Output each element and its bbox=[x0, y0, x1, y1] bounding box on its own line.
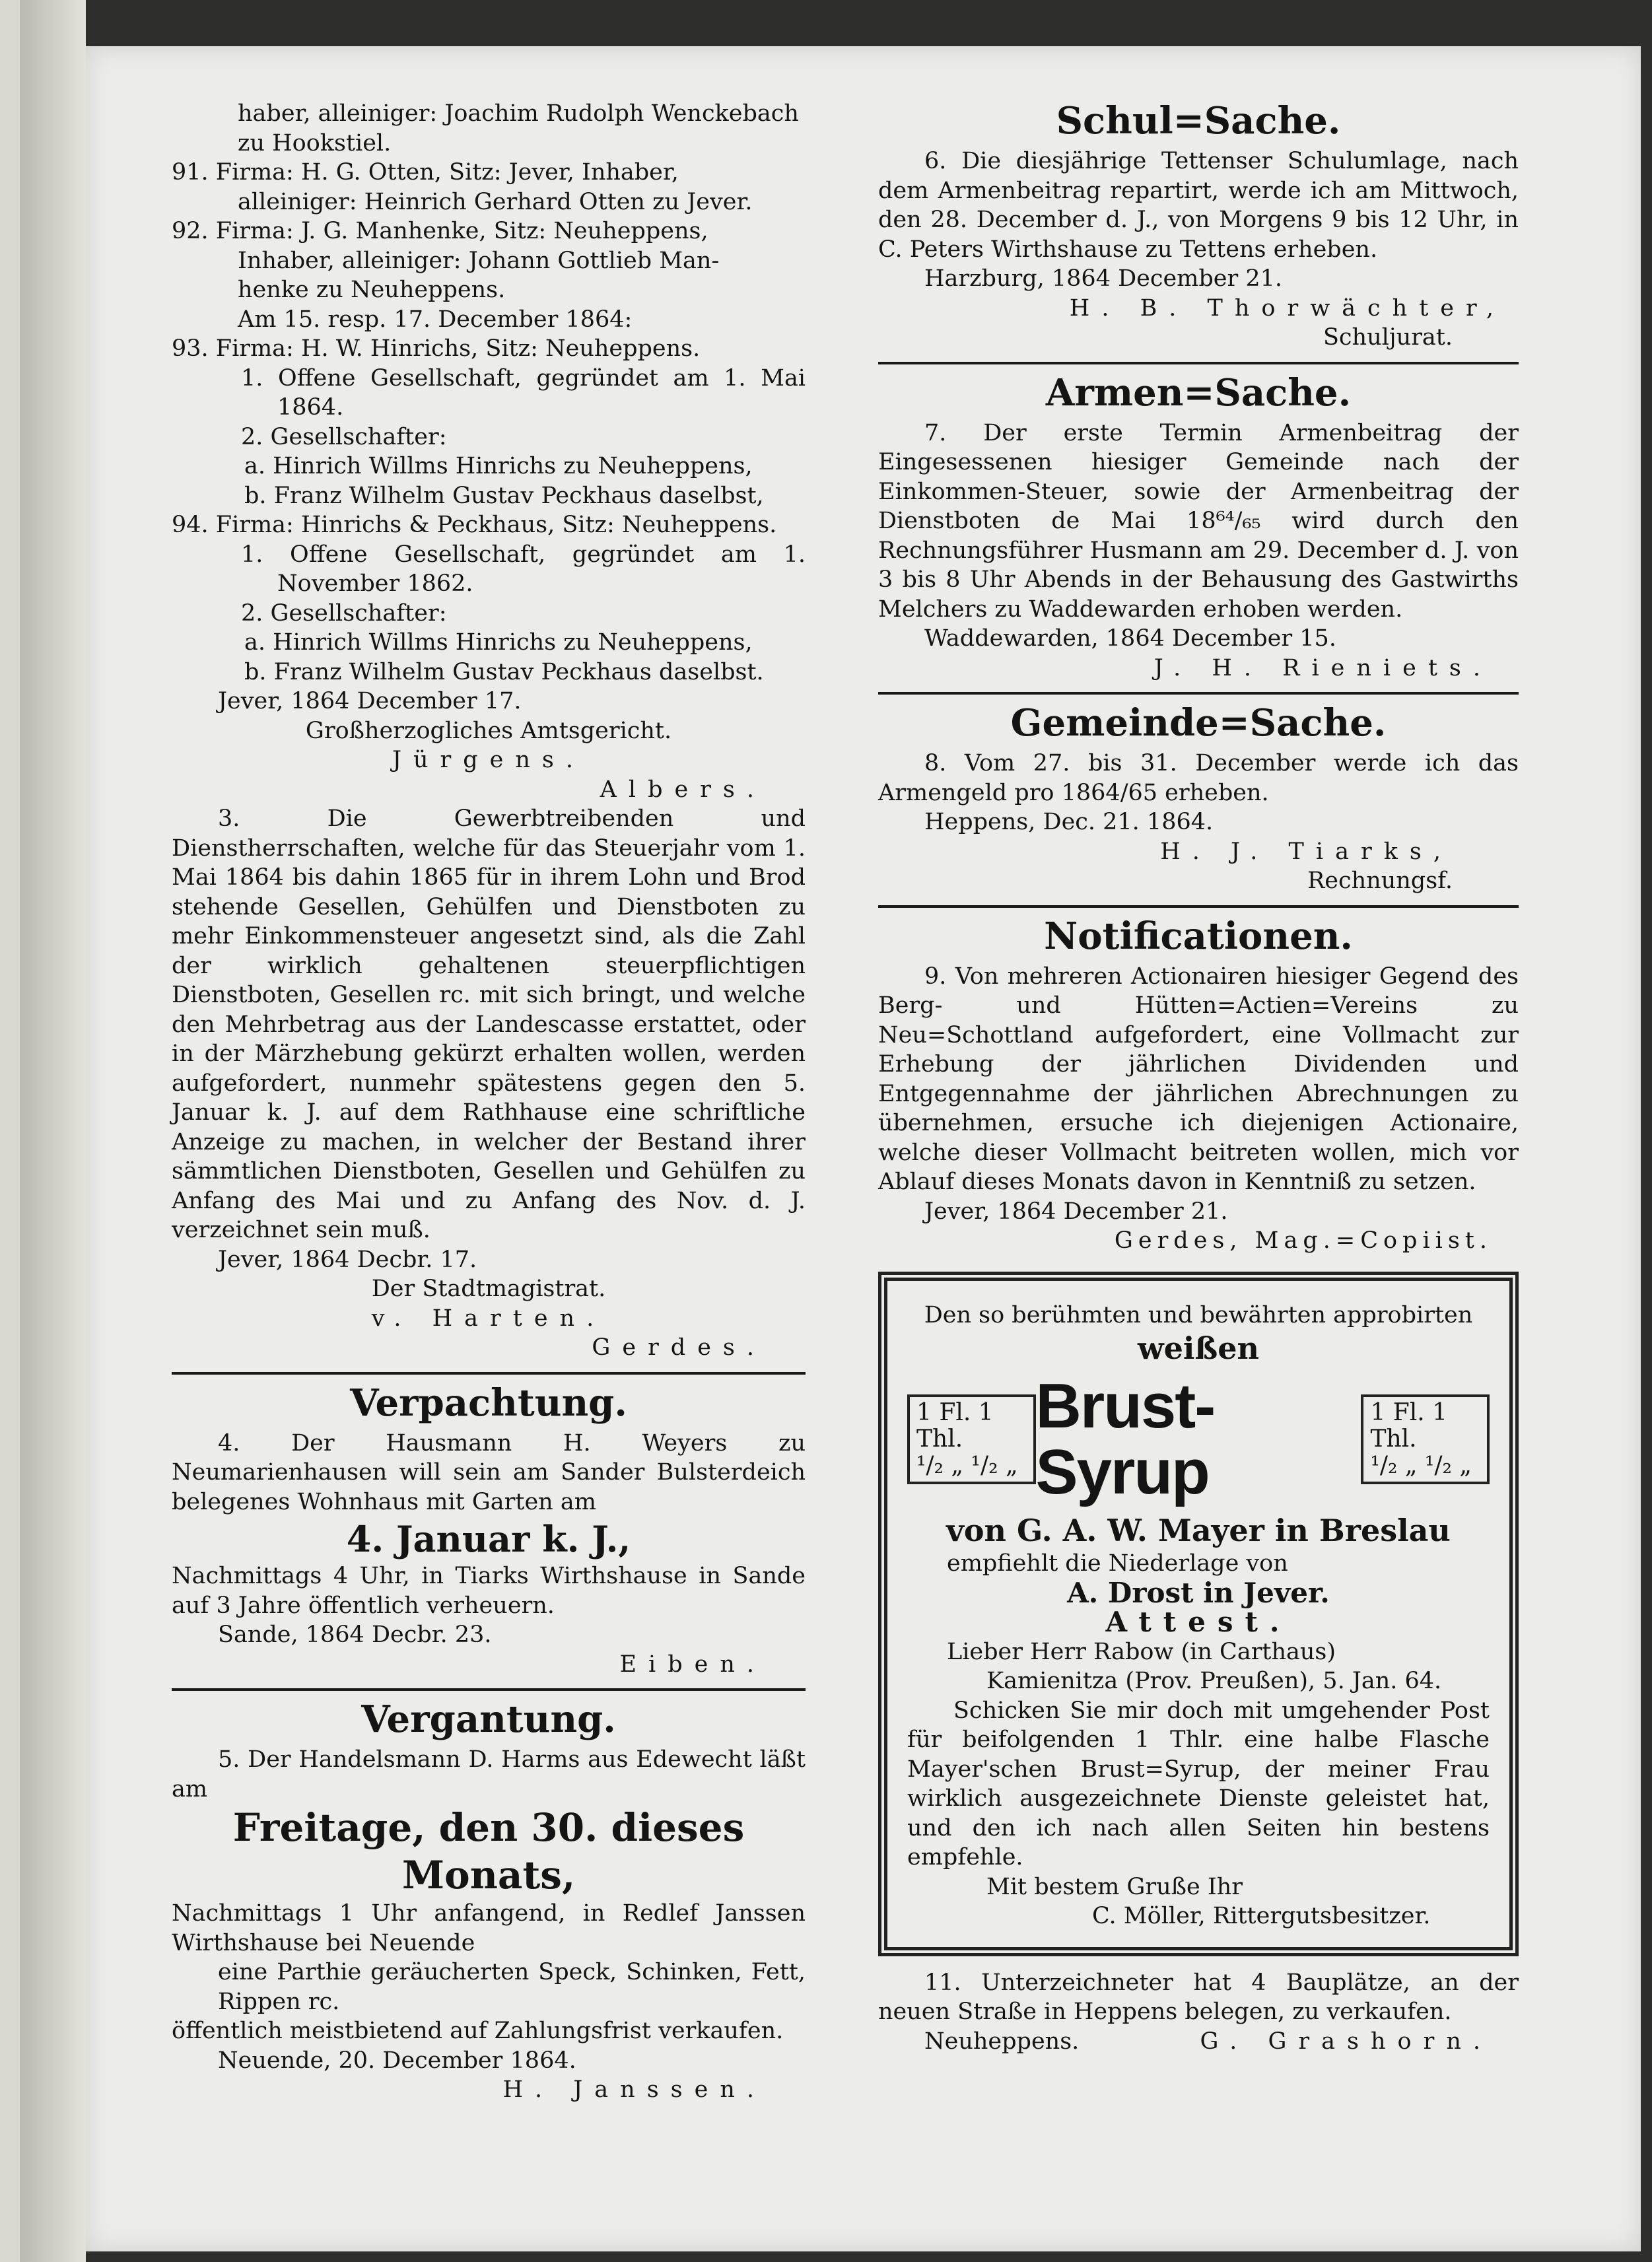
book-spine-edge bbox=[0, 0, 20, 2262]
price-line: ¹/₂ „ ¹/₂ „ bbox=[1370, 1452, 1472, 1479]
dateline: Jever, 1864 Decbr. 17. bbox=[218, 1246, 477, 1273]
brust-syrup-advertisement bbox=[878, 1272, 1519, 1956]
section-heading-gemeinde-sache: Gemeinde=Sache. bbox=[1010, 701, 1387, 745]
notice-3: 3. Die Gewerbtreibenden und Dienstherrschaften, welche für das Steuerjahr vom 1. Mai 1864 bis dahin 1865 für in ihrem Lohn und Brod stehende Gesellen, Gehülfen und Dienstboten zu mehr Einkommensteuer angesetzt sind, als die Zahl der wirklich gehaltenen steuerpflichtigen Dienstboten, Gesellen rc. mit sich bringt, und welche den Mehrbetrag aus der Landescasse erstattet, oder in der Märzhebung gekürzt erhalten wollen, werden aufgefordert, nunmehr spätestens gegen den 5. Januar k. J. auf dem Rathhause eine schriftliche Anzeige zu machen, in welcher der Bestand ihrer sämmtlichen Dienstboten, Gesellen und Gehülfen zu Anfang des Mai und zu Anfang des Nov. d. J. verzeichnet sein muß. bbox=[172, 805, 806, 1243]
right-column bbox=[878, 99, 1519, 2056]
ad-line: Mit bestem Gruße Ihr bbox=[986, 1873, 1243, 1900]
text-line: zu Hookstiel. bbox=[238, 129, 392, 156]
text-line: b. Franz Wilhelm Gustav Peckhaus daselbst. bbox=[244, 658, 764, 685]
signature: H. Janssen. bbox=[502, 2076, 766, 2103]
ad-product-row bbox=[907, 1373, 1490, 1505]
authority: Der Stadtmagistrat. bbox=[371, 1276, 606, 1302]
section-heading-armen-sache: Armen=Sache. bbox=[1045, 370, 1352, 415]
section-heading-verpachtung: Verpachtung. bbox=[350, 1381, 627, 1425]
signature: G. Grashorn. bbox=[1200, 2028, 1492, 2055]
signature: Eiben. bbox=[619, 1651, 766, 1678]
entry-91: 91. Firma: H. G. Otten, Sitz: Jever, Inhaber, bbox=[172, 159, 679, 186]
signature: H. J. Tiarks, bbox=[1160, 838, 1453, 865]
ad-line: Lieber Herr Rabow (in Carthaus) bbox=[947, 1638, 1336, 1665]
section-divider bbox=[878, 692, 1519, 695]
price-box-right bbox=[1361, 1394, 1490, 1484]
section-heading-vergantung: Vergantung. bbox=[361, 1697, 616, 1741]
text-line: alleiniger: Heinrich Gerhard Otten zu Jever. bbox=[238, 188, 753, 215]
notice-5: 5. Der Handelsmann D. Harms aus Edewecht läßt am bbox=[172, 1746, 806, 1802]
notice-4: 4. Der Hausmann H. Weyers zu Neumarienhausen will sein am Sander Bulsterdeich belegenes Wohnhaus mit Garten am bbox=[172, 1429, 806, 1515]
signature: Gerdes. bbox=[592, 1334, 766, 1361]
price-line: 1 Fl. 1 Thl. bbox=[1370, 1399, 1448, 1453]
text-line: 1. Offene Gesellschaft, gegründet am 1. November 1862. bbox=[241, 541, 806, 597]
notice-6: 6. Die diesjährige Tettenser Schulumlage, nach dem Armenbeitrag repartirt, werde ich am Mittwoch, den 28. December d. J., von Morgens 9 bis 12 Uhr, in C. Peters Wirthshause zu Tettens erheben. bbox=[878, 148, 1519, 263]
text-line: 1. Offene Gesellschaft, gegründet am 1. Mai 1864. bbox=[241, 364, 806, 421]
dateline: Sande, 1864 Decbr. 23. bbox=[218, 1622, 492, 1648]
left-column bbox=[172, 99, 806, 2105]
text-line: 2. Gesellschafter: bbox=[241, 423, 447, 450]
signature: Albers. bbox=[600, 776, 766, 803]
ad-body: Schicken Sie mir doch mit umgehender Post für beifolgenden 1 Thlr. eine halbe Flasche Mayer'schen Brust=Syrup, der meiner Frau wirklich ausgezeichnete Dienste geleistet hat, und den ich nach allen Seiten hin bestens empfehle. bbox=[907, 1697, 1490, 1870]
text-line: henke zu Neuheppens. bbox=[238, 277, 506, 303]
ad-maker: von G. A. W. Mayer in Breslau bbox=[946, 1513, 1451, 1548]
ad-dealer: A. Drost in Jever. bbox=[1067, 1576, 1330, 1609]
date-heading: Am 15. resp. 17. December 1864: bbox=[238, 306, 633, 333]
text-line: Nachmittags 4 Uhr, in Tiarks Wirthshause in Sande auf 3 Jahre öffentlich verheuern. bbox=[172, 1563, 806, 1619]
product-name: Brust-Syrup bbox=[1035, 1371, 1215, 1507]
book-gutter bbox=[20, 0, 86, 2262]
sale-date: Freitage, den 30. dieses Monats, bbox=[232, 1805, 745, 1898]
text-line: 2. Gesellschafter: bbox=[241, 600, 447, 627]
dateline: Waddewarden, 1864 December 15. bbox=[924, 625, 1336, 652]
title-line: Schuljurat. bbox=[1323, 324, 1453, 351]
notice-8: 8. Vom 27. bis 31. December werde ich das Armengeld pro 1864/65 erheben. bbox=[878, 750, 1519, 806]
text-line: öffentlich meistbietend auf Zahlungsfrist verkaufen. bbox=[172, 2018, 784, 2044]
text-line: Inhaber, alleiniger: Johann Gottlieb Man- bbox=[238, 247, 720, 274]
dateline: Jever, 1864 December 21. bbox=[924, 1198, 1228, 1225]
text-line: a. Hinrich Willms Hinrichs zu Neuheppens, bbox=[244, 629, 753, 656]
notice-11: 11. Unterzeichneter hat 4 Bauplätze, an der neuen Straße in Heppens belegen, zu verkaufen. bbox=[878, 1969, 1519, 2025]
signature: Jürgens. bbox=[392, 747, 586, 773]
notice-9: 9. Von mehreren Actionairen hiesiger Gegend des Berg- und Hütten=Actien=Vereins zu Neu=Schottland aufgefordert, eine Vollmacht zur Erhebung der jährlichen Dividenden und Entgegennahme der jährlichen Abrechnungen zu übernehmen, ersuche ich diejenigen Actionaire, welche dieser Vollmacht beitreten wollen, mich vor Ablauf dieses Monats davon in Kenntniß zu setzen. bbox=[878, 963, 1519, 1195]
entry-92: 92. Firma: J. G. Manhenke, Sitz: Neuheppens, bbox=[172, 218, 708, 244]
authority: Großherzogliches Amtsgericht. bbox=[305, 717, 672, 744]
text-line: Nachmittags 1 Uhr anfangend, in Redlef Janssen Wirthshause bei Neuende bbox=[172, 1900, 806, 1956]
entry-93: 93. Firma: H. W. Hinrichs, Sitz: Neuheppens. bbox=[172, 335, 701, 362]
text-line: eine Parthie geräucherten Speck, Schinken, Fett, Rippen rc. bbox=[218, 1959, 806, 2015]
ad-line: weißen bbox=[1138, 1330, 1259, 1366]
section-divider bbox=[172, 1372, 806, 1375]
dateline: Harzburg, 1864 December 21. bbox=[924, 265, 1283, 292]
price-box-left bbox=[907, 1394, 1036, 1484]
ad-line: Kamienitza (Prov. Preußen), 5. Jan. 64. bbox=[986, 1668, 1442, 1694]
text-line: haber, alleiniger: Joachim Rudolph Wenckebach bbox=[238, 100, 799, 127]
entry-94: 94. Firma: Hinrichs & Peckhaus, Sitz: Neuheppens. bbox=[172, 512, 777, 538]
section-divider bbox=[172, 1688, 806, 1691]
dateline: Jever, 1864 December 17. bbox=[218, 688, 522, 714]
price-line: 1 Fl. 1 Thl. bbox=[916, 1399, 994, 1453]
signature: v. Harten. bbox=[371, 1305, 606, 1332]
price-line: ¹/₂ „ ¹/₂ „ bbox=[916, 1452, 1018, 1479]
section-divider bbox=[878, 905, 1519, 908]
place: Neuheppens. bbox=[924, 2028, 1080, 2055]
dateline: Neuende, 20. December 1864. bbox=[218, 2047, 576, 2074]
ad-signature: C. Möller, Rittergutsbesitzer. bbox=[1092, 1903, 1431, 1929]
text-line: a. Hinrich Willms Hinrichs zu Neuheppens, bbox=[244, 453, 753, 479]
signature: J. H. Rieniets. bbox=[1153, 654, 1492, 681]
auction-date: 4. Januar k. J., bbox=[346, 1518, 631, 1560]
ad-attest-heading: Attest. bbox=[1105, 1606, 1291, 1638]
title-line: Rechnungsf. bbox=[1307, 868, 1453, 894]
ad-line: empfiehlt die Niederlage von bbox=[947, 1550, 1288, 1577]
dateline: Heppens, Dec. 21. 1864. bbox=[924, 809, 1214, 835]
section-heading-schul-sache: Schul=Sache. bbox=[1056, 99, 1341, 143]
signature: H. B. Thorwächter, bbox=[1069, 294, 1505, 322]
section-heading-notificationen: Notificationen. bbox=[1044, 914, 1353, 958]
section-divider bbox=[878, 362, 1519, 364]
signature: Gerdes, Mag.=Copiist. bbox=[1114, 1227, 1492, 1254]
closing-row bbox=[878, 2027, 1519, 2057]
notice-7: 7. Der erste Termin Armenbeitrag der Eingesessenen hiesiger Gemeinde nach der Einkommen-Steuer, sowie der Armenbeitrag der Dienstboten de Mai 18⁶⁴/₆₅ wird durch den Rechnungsführer Husmann am 29. December d. J. von 3 bis 8 Uhr Abends in der Behausung des Gastwirths Melchers zu Waddewarden erhoben werden. bbox=[878, 419, 1519, 623]
ad-line: Den so berühmten und bewährten approbirten bbox=[924, 1301, 1473, 1328]
text-line: b. Franz Wilhelm Gustav Peckhaus daselbst, bbox=[244, 482, 764, 509]
